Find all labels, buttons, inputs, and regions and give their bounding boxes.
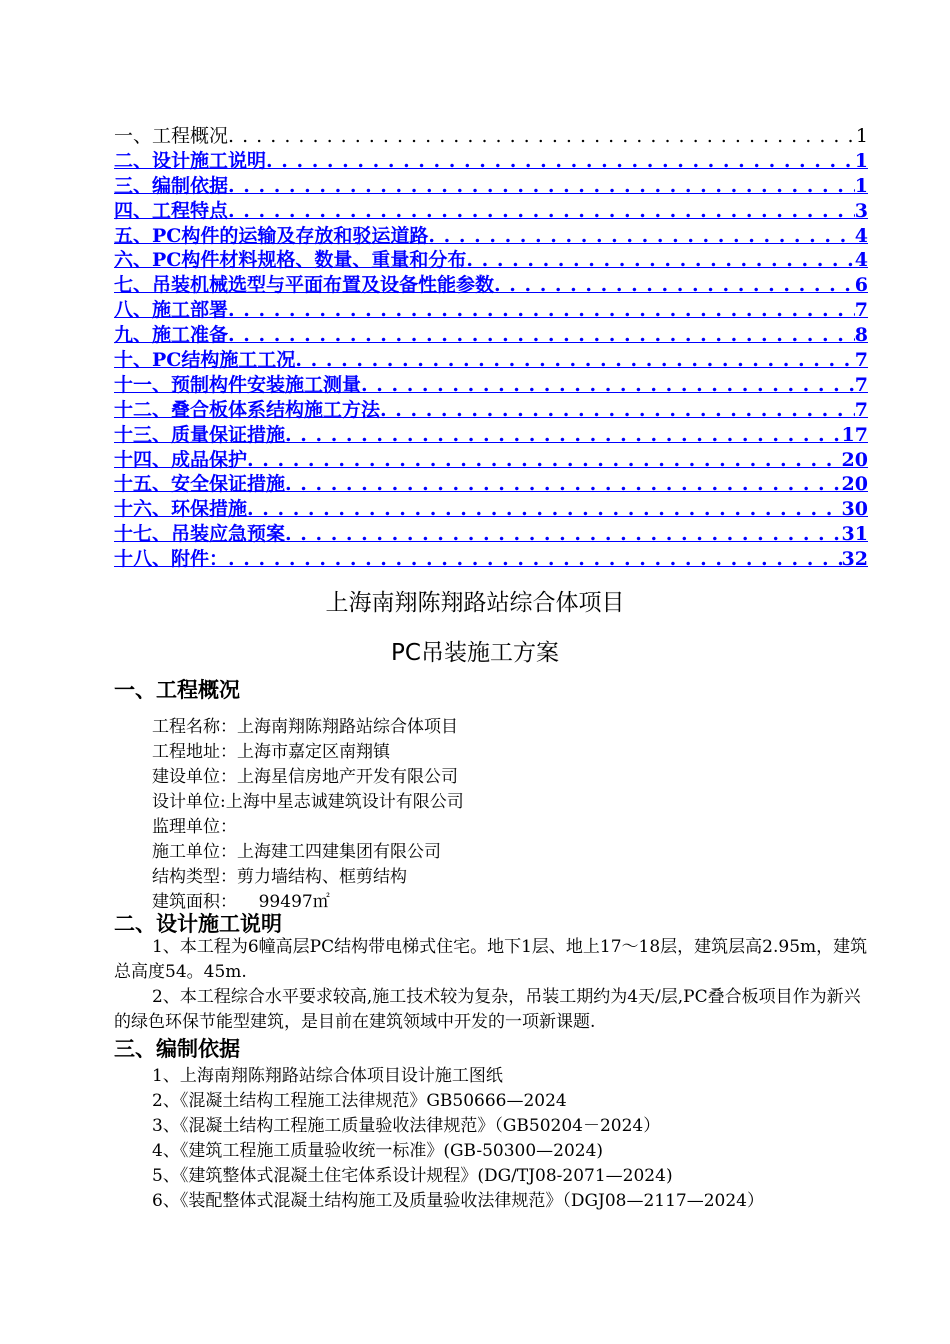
toc-entry[interactable] xyxy=(114,323,868,348)
toc-entry[interactable] xyxy=(114,547,868,572)
toc-page: 1 xyxy=(854,149,868,172)
toc-title: 六、PC构件材料规格、数量、重量和分布 xyxy=(114,249,467,272)
toc-title: 四、工程特点 xyxy=(114,199,229,222)
owner-unit: 建设单位：上海星信房地产开发有限公司 xyxy=(152,767,458,787)
document-subtitle: PC吊装施工方案 xyxy=(391,640,559,666)
toc-title: 五、PC构件的运输及存放和驳运道路 xyxy=(114,224,429,247)
toc-page: 32 xyxy=(841,548,868,571)
toc-leader xyxy=(428,224,854,249)
basis-item: 6、《装配整体式混凝土结构施工及质量验收法律规范》（DGJ08—2117—2024） xyxy=(152,1191,764,1211)
toc-leader xyxy=(285,522,842,547)
toc-page: 17 xyxy=(841,423,868,446)
document-title: 上海南翔陈翔路站综合体项目 xyxy=(325,590,625,616)
toc-leader xyxy=(247,448,842,473)
toc-leader xyxy=(228,547,842,572)
toc-entry[interactable] xyxy=(114,224,868,249)
toc-title: 九、施工准备 xyxy=(114,324,229,347)
basis-item: 2、《混凝土结构工程施工法律规范》GB50666—2024 xyxy=(152,1091,567,1111)
toc-entry[interactable] xyxy=(114,273,868,298)
toc-page: 20 xyxy=(841,448,868,471)
toc-leader xyxy=(247,497,842,522)
toc-entry[interactable] xyxy=(114,298,868,323)
toc-page: 30 xyxy=(841,498,868,521)
toc-title: 二、设计施工说明 xyxy=(114,149,267,172)
toc-title: 十一、预制构件安装施工测量 xyxy=(114,373,362,396)
building-area: 建筑面积： 99497㎡ xyxy=(152,892,330,912)
toc-leader xyxy=(228,174,855,199)
toc-entry[interactable] xyxy=(114,423,868,448)
basis-item: 5、《建筑整体式混凝土住宅体系设计规程》(DG/TJ08-2071—2024) xyxy=(152,1166,673,1186)
toc-entry[interactable] xyxy=(114,497,868,522)
toc-page: 4 xyxy=(854,224,868,247)
toc-leader xyxy=(266,149,855,174)
toc-leader xyxy=(380,398,855,423)
toc-title: 十、PC结构施工工况 xyxy=(114,349,296,372)
toc-entry[interactable] xyxy=(114,149,868,174)
basis-item: 3、《混凝土结构工程施工质量验收法律规范》（GB50204－2024） xyxy=(152,1116,661,1136)
section-heading: 三、编制依据 xyxy=(114,1037,240,1061)
toc-leader xyxy=(285,472,842,497)
construction-unit: 施工单位：上海建工四建集团有限公司 xyxy=(152,842,441,862)
toc-leader xyxy=(494,273,855,298)
toc-page: 7 xyxy=(854,299,868,322)
section-heading: 二、设计施工说明 xyxy=(114,912,282,936)
toc-entry[interactable] xyxy=(114,398,868,423)
toc-leader xyxy=(466,248,854,273)
toc-title: 七、吊装机械选型与平面布置及设备性能参数 xyxy=(114,274,495,297)
toc-page: 7 xyxy=(854,398,868,421)
toc-page: 7 xyxy=(854,349,868,372)
toc-page: 31 xyxy=(841,523,868,546)
toc-page: 8 xyxy=(854,324,868,347)
basis-item: 4、《建筑工程施工质量验收统一标准》(GB-50300—2024) xyxy=(152,1141,604,1161)
paragraph: 1、本工程为6幢高层PC结构带电梯式住宅。地下1层、地上17～18层，建筑层高2.95m，建筑总高度54。45m. xyxy=(114,937,868,982)
toc-entry[interactable] xyxy=(114,348,868,373)
toc-title: 十二、叠合板体系结构施工方法 xyxy=(114,398,381,421)
toc-leader xyxy=(228,199,855,224)
toc-entry[interactable] xyxy=(114,248,868,273)
toc-entry[interactable] xyxy=(114,199,868,224)
toc-title: 十八、附件： xyxy=(114,548,229,571)
project-address: 工程地址：上海市嘉定区南翔镇 xyxy=(152,742,390,762)
toc-leader xyxy=(228,323,855,348)
toc-title: 十四、成品保护 xyxy=(114,448,248,471)
toc-title: 十七、吊装应急预案 xyxy=(114,523,286,546)
toc-entry[interactable] xyxy=(114,373,868,398)
toc-title: 三、编制依据 xyxy=(114,174,229,197)
toc-entry[interactable] xyxy=(114,124,868,149)
toc-entry[interactable] xyxy=(114,522,868,547)
table-of-contents xyxy=(114,124,868,572)
toc-leader xyxy=(295,348,854,373)
toc-entry[interactable] xyxy=(114,174,868,199)
basis-item: 1、上海南翔陈翔路站综合体项目设计施工图纸 xyxy=(152,1066,503,1086)
supervision-unit: 监理单位： xyxy=(152,817,237,837)
toc-title: 八、施工部署 xyxy=(114,299,229,322)
design-unit: 设计单位:上海中星志诚建筑设计有限公司 xyxy=(152,792,464,812)
structure-type: 结构类型：剪力墙结构、框剪结构 xyxy=(152,867,407,887)
toc-leader xyxy=(361,373,855,398)
toc-page: 20 xyxy=(841,473,868,496)
toc-leader xyxy=(285,423,842,448)
toc-page: 7 xyxy=(854,373,868,396)
paragraph: 2、本工程综合水平要求较高,施工技术较为复杂，吊装工期约为4天/层,PC叠合板项目作为新兴的绿色环保节能型建筑，是目前在建筑领域中开发的一项新课题. xyxy=(114,987,861,1032)
toc-title: 十三、质量保证措施 xyxy=(114,423,286,446)
project-name: 工程名称：上海南翔陈翔路站综合体项目 xyxy=(152,717,458,737)
toc-entry[interactable] xyxy=(114,472,868,497)
toc-entry[interactable] xyxy=(114,448,868,473)
toc-leader xyxy=(228,124,856,149)
toc-page: 4 xyxy=(854,249,868,272)
toc-page: 1 xyxy=(855,125,868,147)
toc-page: 6 xyxy=(854,274,868,297)
toc-page: 1 xyxy=(854,174,868,197)
toc-page: 3 xyxy=(854,199,868,222)
section-heading: 一、工程概况 xyxy=(114,678,240,702)
toc-title: 一、工程概况 xyxy=(114,125,229,147)
toc-leader xyxy=(228,298,855,323)
toc-title: 十五、安全保证措施 xyxy=(114,473,286,496)
toc-title: 十六、环保措施 xyxy=(114,498,248,521)
